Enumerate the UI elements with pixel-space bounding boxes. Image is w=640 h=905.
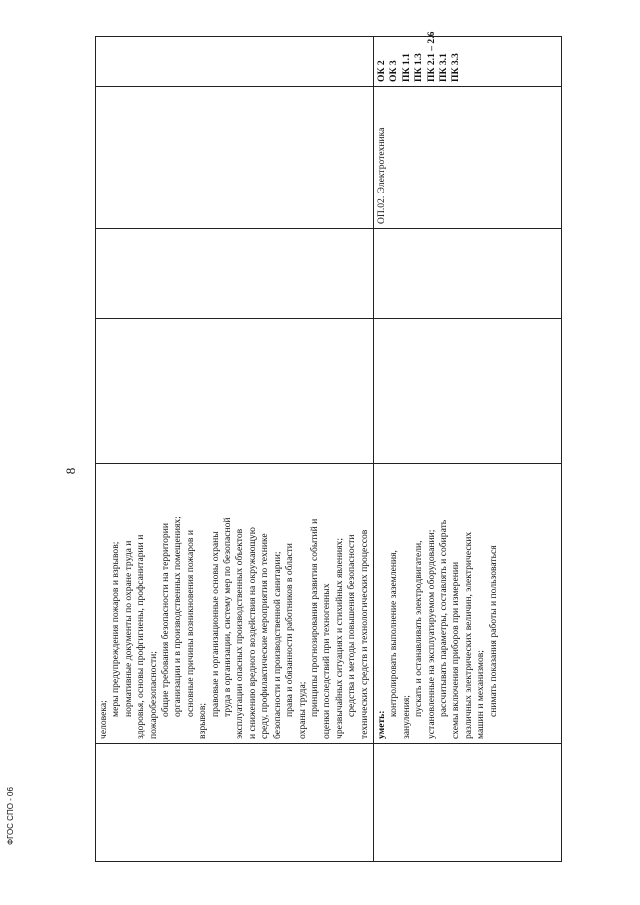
cell-empty-hours-2 <box>96 229 374 319</box>
knowledge-line: оценки последствий при техногенных <box>321 583 333 739</box>
cell-discipline <box>373 87 561 229</box>
skill-line: установленные на эксплуатируемом оборудовании; <box>425 529 437 739</box>
knowledge-line: среду, профилактические мероприятия по технике <box>259 533 271 739</box>
skill-line: зануления; <box>400 695 412 739</box>
knowledge-line: нормативные документы по охране труда и <box>122 540 134 717</box>
cell-empty-hours-3 <box>373 319 561 464</box>
competency-code: ОК 2 <box>375 60 387 82</box>
cell-competency-codes <box>373 31 561 87</box>
knowledge-line: и снижению вредного воздействия на окружающую <box>246 527 258 739</box>
knowledge-line: человека; <box>98 700 109 739</box>
cell-empty-hours <box>96 319 374 464</box>
knowledge-line: взрывов; <box>197 702 209 739</box>
knowledge-line: основные причины возникновения пожаров и <box>184 530 196 717</box>
page-number: 8 <box>63 467 78 475</box>
cell-empty-codes <box>96 37 374 87</box>
knowledge-line: меры предупреждения пожаров и взрывов; <box>110 541 122 717</box>
knowledge-line: здоровья, основы профгигиены, профсанитарии и <box>135 534 147 739</box>
cell-empty-index-2 <box>373 744 561 862</box>
competency-code: ОК 3 <box>388 60 400 82</box>
competency-code: ПК 1.1 <box>400 53 412 82</box>
knowledge-line: труда в организации, систему мер по безопасной <box>222 517 234 717</box>
knowledge-line: технических средств и технологических процессов <box>358 529 370 739</box>
knowledge-line: эксплуатации опасных производственных объектов <box>234 528 246 739</box>
cell-empty-hours-4 <box>373 229 561 319</box>
table-row-safety <box>96 37 374 862</box>
knowledge-line: права и обязанности работников в области <box>284 543 296 717</box>
cell-knowledge-list <box>96 464 374 744</box>
rotated-table-wrapper <box>95 31 535 862</box>
discipline-name: ОП.02. Электротехника <box>375 127 387 224</box>
knowledge-line: принципы прогнозирования развития событий и <box>308 518 320 717</box>
skill-line: машин и механизмов; <box>475 650 487 739</box>
cell-skills-list <box>373 464 561 744</box>
knowledge-line: пожаробезопасности; <box>147 651 159 739</box>
knowledge-line: общие требования безопасности на территории <box>160 522 172 717</box>
knowledge-line: безопасности и производственной санитарии; <box>271 551 283 739</box>
skill-line: рассчитывать параметры, составлять и собирать <box>437 519 449 717</box>
competency-code: ПК 1.3 <box>413 53 425 82</box>
skill-line: контролировать выполнение заземления, <box>388 550 400 717</box>
competency-code: ПК 3.3 <box>450 53 462 82</box>
cell-empty-discipline <box>96 87 374 229</box>
knowledge-line: правовые и организационные основы охраны <box>209 531 221 717</box>
skill-line: различных электрических величин, электрических <box>462 531 474 739</box>
competency-code: ПК 3.1 <box>437 53 449 82</box>
skill-line: снимать показания работы и пользоваться <box>487 545 499 717</box>
knowledge-line: средства и методы повышения безопасности <box>346 534 358 717</box>
competency-table <box>95 31 562 862</box>
skill-line: пускать и останавливать электродвигатели, <box>413 540 425 717</box>
footer-document-code: ФГОС СПО - 06 <box>6 787 15 845</box>
knowledge-line: организации и в производственных помещениях; <box>172 516 184 717</box>
skills-header: уметь: <box>375 710 387 739</box>
knowledge-line: чрезвычайных ситуациях и стихийных явлениях; <box>333 538 345 739</box>
competency-code: ПК 2.1 – 2.6 <box>425 31 437 82</box>
table-row-electrotech <box>373 37 561 862</box>
cell-empty-index <box>96 744 374 862</box>
skill-line: схемы включения приборов при измерении <box>450 561 462 739</box>
knowledge-line: охраны труда; <box>296 681 308 739</box>
